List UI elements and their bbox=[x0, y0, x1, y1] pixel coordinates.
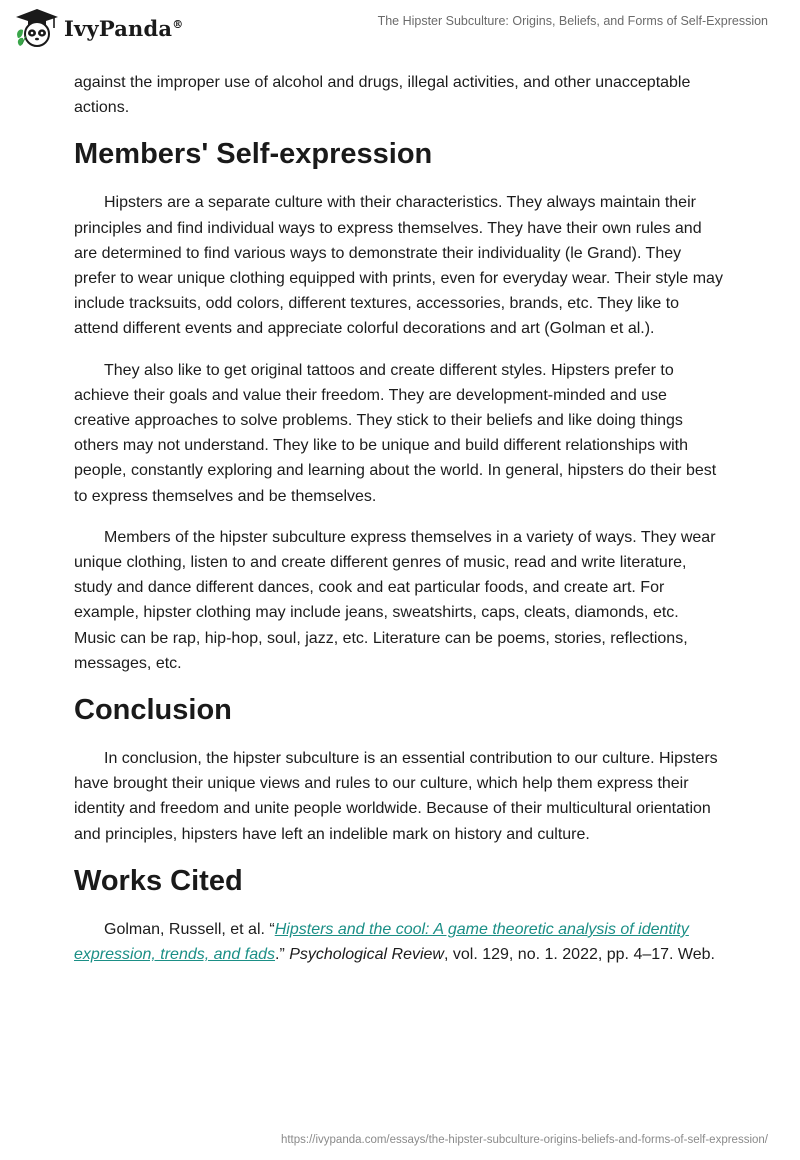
essay-content bbox=[74, 70, 724, 983]
panda-graduate-icon bbox=[14, 8, 60, 48]
paragraph: Hipsters are a separate culture with their characteristics. They always maintain their principles and find individual ways to express themselves. They have their own rules and are determined to find various ways to demonstrate their individuality (le Grand). They prefer to wear unique clothing equipped with prints, even for everyday wear. Their style may include tracksuits, odd colors, different textures, accessories, brands, etc. They like to attend different events and appreciate colorful decorations and art (Golman et al.). bbox=[74, 194, 723, 338]
footer-url[interactable]: https://ivypanda.com/essays/the-hipster-subculture-origins-beliefs-and-forms-of-self-expression/ bbox=[280, 1134, 768, 1146]
citation-link[interactable]: Hipsters and the cool: A game theoretic analysis of identity expression, trends, and fads bbox=[74, 920, 689, 964]
page-header bbox=[0, 0, 800, 60]
citation-entry bbox=[74, 917, 724, 967]
paragraph: In conclusion, the hipster subculture is an essential contribution to our culture. Hipsters have brought their unique views and rules to our culture, which help them express their identity and freedom and unite people worldwide. Because of their multicultural orientation and principles, hipsters have left an indelible mark on history and culture. bbox=[74, 750, 718, 843]
heading-works-cited: Works Cited bbox=[74, 864, 243, 897]
intro-fragment-paragraph: against the improper use of alcohol and drugs, illegal activities, and other unacceptable actions. bbox=[74, 74, 691, 117]
brand-name: IvyPanda® bbox=[64, 15, 184, 41]
citation-details: , vol. 129, no. 1. 2022, pp. 4–17. Web. bbox=[443, 946, 715, 964]
heading-self-expression: Members' Self-expression bbox=[74, 138, 433, 171]
heading-conclusion: Conclusion bbox=[74, 694, 232, 727]
paragraph: Members of the hipster subculture express themselves in a variety of ways. They wear unique clothing, listen to and create different genres of music, read and write literature, study and dance different dances, cook and eat particular foods, and create art. For example, hipster clothing may include jeans, sweatshirts, caps, cleats, diamonds, etc. Music can be rap, hip-hop, soul, jazz, etc. Literature can be poems, stories, reflections, messages, etc. bbox=[74, 528, 716, 672]
ivypanda-logo[interactable] bbox=[14, 8, 183, 48]
citation-journal: Psychological Review bbox=[289, 946, 444, 964]
citation-authors: Golman, Russell, et al. “ bbox=[104, 920, 275, 938]
citation-after-link: .” bbox=[275, 946, 290, 964]
document-title: The Hipster Subculture: Origins, Beliefs, and Forms of Self-Expression bbox=[377, 14, 768, 28]
paragraph: They also like to get original tattoos and create different styles. Hipsters prefer to achieve their goals and value their freedom. They are development-minded and use creative approaches to solve problems. They stick to their beliefs and like doing things others may not understand. They like to be unique and build different relationships with people, constantly exploring and learning about the world. In general, hipsters do their best to express themselves and be themselves. bbox=[74, 361, 717, 505]
